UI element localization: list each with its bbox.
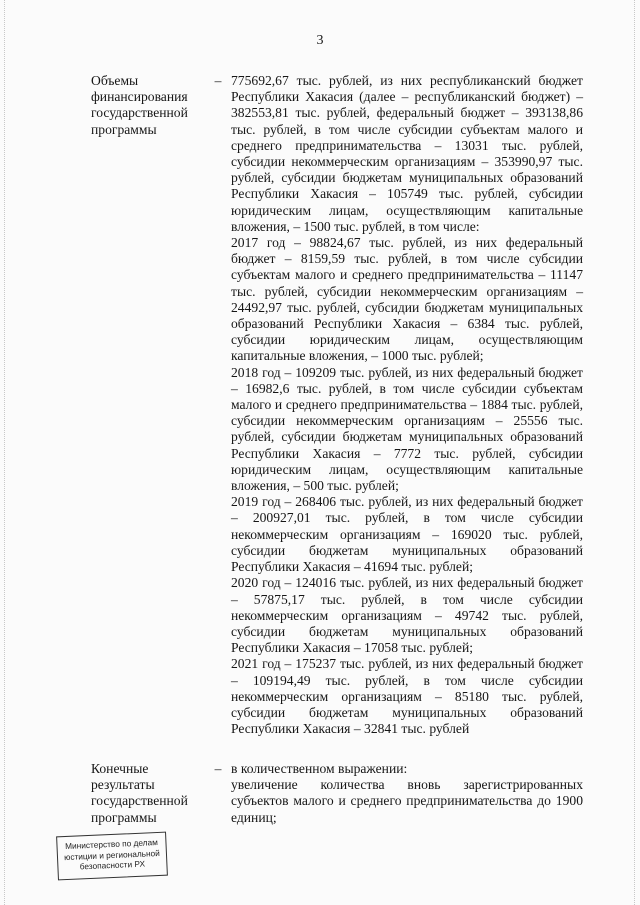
results-label: Конечные результаты государственной программы xyxy=(91,761,188,825)
ministry-stamp xyxy=(56,832,168,881)
financing-content xyxy=(231,73,583,737)
stamp-line: юстиции и региональной xyxy=(63,847,160,862)
financing-2020-paragraph: 2020 год – 124016 тыс. рублей, из них федеральный бюджет – 57875,17 тыс. рублей, в том числе субсидии некоммерческим организациям – 49742 тыс. рублей, субсидии бюджетам муниципальных образований Республики Хакасия – 17058 тыс. рублей; xyxy=(231,575,583,656)
results-content xyxy=(231,761,583,826)
right-margin-line xyxy=(634,0,636,905)
financing-total-paragraph: 775692,67 тыс. рублей, из них республиканский бюджет Республики Хакасия (далее – республиканский бюджет) – 382553,81 тыс. рублей, федеральный бюджет – 393138,86 тыс. рублей, в том числе субсидии субъектам малого и среднего предпринимательства – 13031 тыс. рублей, субсидии некоммерческим организациям – 353990,97 тыс. рублей, субсидии бюджетам муниципальных образований Республики Хакасия – 105749 тыс. рублей, субсидии юридическим лицам, осуществляющим капитальные вложения, – 1500 тыс. рублей, в том числе: xyxy=(231,73,583,234)
page-number: 3 xyxy=(316,33,324,48)
financing-2019-paragraph: 2019 год – 268406 тыс. рублей, из них федеральный бюджет – 200927,01 тыс. рублей, в том числе субсидии некоммерческим организациям – 169020 тыс. рублей, субсидии бюджетам муниципальных образований Республики Хакасия – 41694 тыс. рублей; xyxy=(231,494,583,575)
financing-2021-paragraph: 2021 год – 175237 тыс. рублей, из них федеральный бюджет – 109194,49 тыс. рублей, в том числе субсидии некоммерческим организациям – 85180 тыс. рублей, субсидии бюджетам муниципальных образований Республики Хакасия – 32841 тыс. рублей xyxy=(231,656,583,737)
stamp-line: Министерство по делам xyxy=(64,836,159,852)
results-intro-paragraph: в количественном выражении: xyxy=(231,761,408,776)
financing-dash: – xyxy=(214,73,222,88)
stamp-line: безопасности РХ xyxy=(79,858,146,872)
results-item-paragraph: увеличение количества вновь зарегистрированных субъектов малого и среднего предпринимательства до 1900 единиц; xyxy=(231,777,583,825)
results-dash: – xyxy=(214,761,222,776)
left-margin-line xyxy=(4,0,6,905)
financing-label: Объемы финансирования государственной программы xyxy=(91,73,188,137)
financing-2017-paragraph: 2017 год – 98824,67 тыс. рублей, из них федеральный бюджет – 8159,59 тыс. рублей, в том числе субсидии субъектам малого и среднего предпринимательства – 11147 тыс. рублей, субсидии некоммерческим организациям – 24492,97 тыс. рублей, субсидии бюджетам муниципальных образований Республики Хакасия – 6384 тыс. рублей, субсидии юридическим лицам, осуществляющим капитальные вложения, – 1000 тыс. рублей; xyxy=(231,235,583,364)
financing-2018-paragraph: 2018 год – 109209 тыс. рублей, из них федеральный бюджет – 16982,6 тыс. рублей, в том числе субсидии субъектам малого и среднего предпринимательства – 1884 тыс. рублей, субсидии некоммерческим организациям – 25556 тыс. рублей, субсидии бюджетам муниципальных образований Республики Хакасия – 7772 тыс. рублей, субсидии юридическим лицам, осуществляющим капитальные вложения, – 500 тыс. рублей; xyxy=(231,364,583,494)
